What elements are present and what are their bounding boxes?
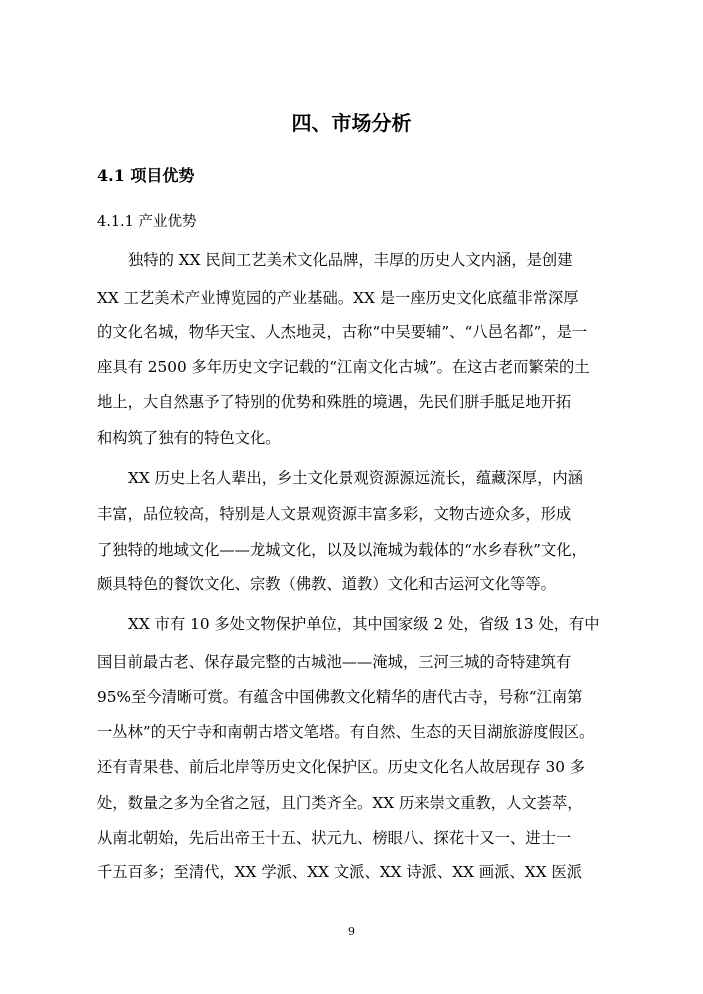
paragraph-line: 地上，大自然惠予了特别的优势和殊胜的境遇，先民们胼手胝足地开拓 (97, 393, 572, 411)
section-heading: 4.1 项目优势 (97, 166, 195, 185)
paragraph-line: 处，数量之多为全省之冠，且门类齐全。XX 历来崇文重教，人文荟萃， (97, 794, 583, 812)
paragraph-line: 的文化名城，物华天宝、人杰地灵，古称“中吴要辅”、“八邑名都”，是一 (97, 323, 588, 341)
paragraph-line: 还有青果巷、前后北岸等历史文化保护区。历史文化名人故居现存 30 多 (97, 758, 586, 776)
paragraph-line: XX 历史上名人辈出，乡土文化景观资源源远流长，蕴藏深厚，内涵 (128, 469, 583, 487)
paragraph-line: 独特的 XX 民间工艺美术文化品牌，丰厚的历史人文内涵，是创建 (128, 251, 573, 269)
paragraph-line: 95%至今清晰可赏。有蕴含中国佛教文化精华的唐代古寺，号称“江南第 (97, 688, 583, 706)
paragraph-line: 国目前最古老、保存最完整的古城池——淹城，三河三城的奇特建筑有 (97, 653, 572, 671)
subsection-heading: 4.1.1 产业优势 (97, 214, 197, 230)
paragraph-line: 和构筑了独有的特色文化。 (97, 429, 281, 447)
paragraph-line: 了独特的地域文化——龙城文化，以及以淹城为载体的“水乡春秋”文化， (97, 541, 587, 559)
paragraph-line: 一丛林”的天宁寺和南朝古塔文笔塔。有自然、生态的天目湖旅游度假区。 (97, 723, 595, 741)
paragraph-line: XX 市有 10 多处文物保护单位，其中国家级 2 处，省级 13 处，有中 (128, 615, 600, 633)
paragraph-line: 丰富，品位较高，特别是人文景观资源丰富多彩，文物古迹众多，形成 (97, 505, 572, 523)
chapter-title: 四、市场分析 (291, 111, 412, 135)
paragraph-line: 座具有 2500 多年历史文字记载的“江南文化古城”。在这古老而繁荣的土 (97, 358, 590, 376)
paragraph-line: 颇具特色的餐饮文化、宗教（佛教、道教）文化和古运河文化等等。 (97, 575, 556, 593)
page-number: 9 (348, 925, 355, 938)
paragraph-line: XX 工艺美术产业博览园的产业基础。XX 是一座历史文化底蕴非常深厚 (97, 289, 579, 307)
paragraph-line: 千五百多；至清代，XX 学派、XX 文派、XX 诗派、XX 画派、XX 医派 (97, 863, 583, 881)
paragraph-line: 从南北朝始，先后出帝王十五、状元九、榜眼八、探花十又一、进士一 (97, 829, 572, 847)
